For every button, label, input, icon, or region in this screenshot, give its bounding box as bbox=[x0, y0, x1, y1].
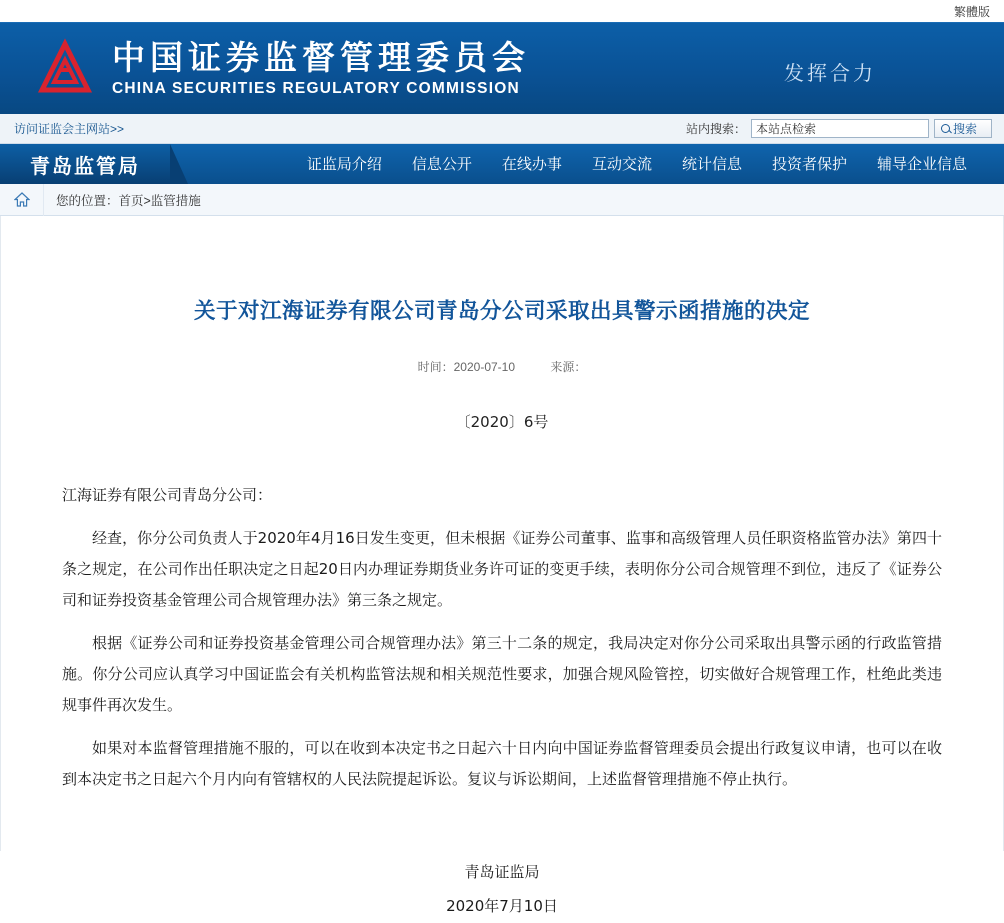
breadcrumb-text: 您的位置：首页>监管措施 bbox=[56, 193, 201, 208]
search-button[interactable] bbox=[934, 119, 992, 138]
nav-item-disclosure[interactable]: 信息公开 bbox=[411, 155, 472, 173]
article-meta bbox=[1, 358, 1003, 375]
banner-cn-title: 中国证券监督管理委员会 bbox=[112, 37, 530, 77]
search-label: 站内搜索： bbox=[685, 122, 746, 136]
nav-item-online[interactable]: 在线办事 bbox=[501, 155, 562, 173]
csrc-logo-icon bbox=[34, 38, 96, 100]
signature-block bbox=[62, 855, 942, 923]
banner-slogan: 发挥合力 bbox=[784, 61, 876, 85]
paragraph-addressee: 江海证券有限公司青岛分公司： bbox=[62, 486, 273, 504]
paragraph-decision: 根据《证券公司和证券投资基金管理公司合规管理办法》第三十二条的规定，我局决定对你分公司采取出具警示函的行政监管措施。你分公司应认真学习中国证监会有关机构监管法规和相关规范性要求，加强合规风险管控，切实做好合规管理工作，杜绝此类违规事件再次发生。 bbox=[62, 634, 942, 714]
breadcrumb bbox=[0, 184, 1004, 216]
signature-org: 青岛证监局 bbox=[464, 863, 540, 881]
nav-brand[interactable]: 青岛监管局 bbox=[0, 144, 170, 184]
banner-en-title: CHINA SECURITIES REGULATORY COMMISSION bbox=[112, 79, 520, 97]
article-page bbox=[0, 216, 1004, 915]
paragraph-appeal: 如果对本监督管理措施不服的，可以在收到本决定书之日起六十日内向中国证券监督管理委员会提出行政复议申请，也可以在收到本决定书之日起六个月内向有管辖权的人民法院提起诉讼。复议与诉讼期间，上述监督管理措施不停止执行。 bbox=[62, 739, 942, 788]
paragraph-findings: 经查，你分公司负责人于2020年4月16日发生变更，但未根据《证券公司董事、监事和高级管理人员任职资格监管办法》第四十条之规定，在公司作出任职决定之日起20日内办理证券期货业务许可证的变更手续，表明你分公司合规管理不到位，违反了《证券公司和证券投资基金管理公司合规管理办法》第三条之规定。 bbox=[62, 529, 942, 609]
site-banner bbox=[0, 22, 1004, 114]
page-title: 关于对江海证券有限公司青岛分公司采取出具警示函措施的决定 bbox=[193, 299, 810, 324]
search-input[interactable] bbox=[751, 119, 929, 138]
nav-item-intro[interactable]: 证监局介绍 bbox=[306, 155, 382, 173]
article-source: 来源： bbox=[550, 360, 587, 374]
nav-item-coaching[interactable]: 辅导企业信息 bbox=[876, 155, 967, 173]
nav-item-interact[interactable]: 互动交流 bbox=[591, 155, 652, 173]
nav-item-investor[interactable]: 投资者保护 bbox=[771, 155, 847, 173]
search-bar bbox=[0, 114, 1004, 144]
traditional-chinese-link[interactable]: 繁體版 bbox=[953, 4, 990, 19]
signature-date: 2020年7月10日 bbox=[446, 897, 558, 915]
nav-item-statistics[interactable]: 统计信息 bbox=[681, 155, 742, 173]
search-button-label: 搜索 bbox=[953, 122, 978, 136]
nav-items bbox=[170, 144, 1004, 184]
article-time: 时间：2020-07-10 bbox=[417, 360, 516, 374]
search-icon bbox=[941, 124, 950, 133]
main-nav bbox=[0, 144, 1004, 184]
document-number: 〔2020〕6号 bbox=[455, 413, 549, 431]
utility-bar bbox=[0, 0, 1004, 22]
main-site-link[interactable]: 访问证监会主网站>> bbox=[14, 122, 125, 136]
article-body bbox=[62, 480, 942, 795]
home-icon[interactable] bbox=[0, 184, 44, 216]
